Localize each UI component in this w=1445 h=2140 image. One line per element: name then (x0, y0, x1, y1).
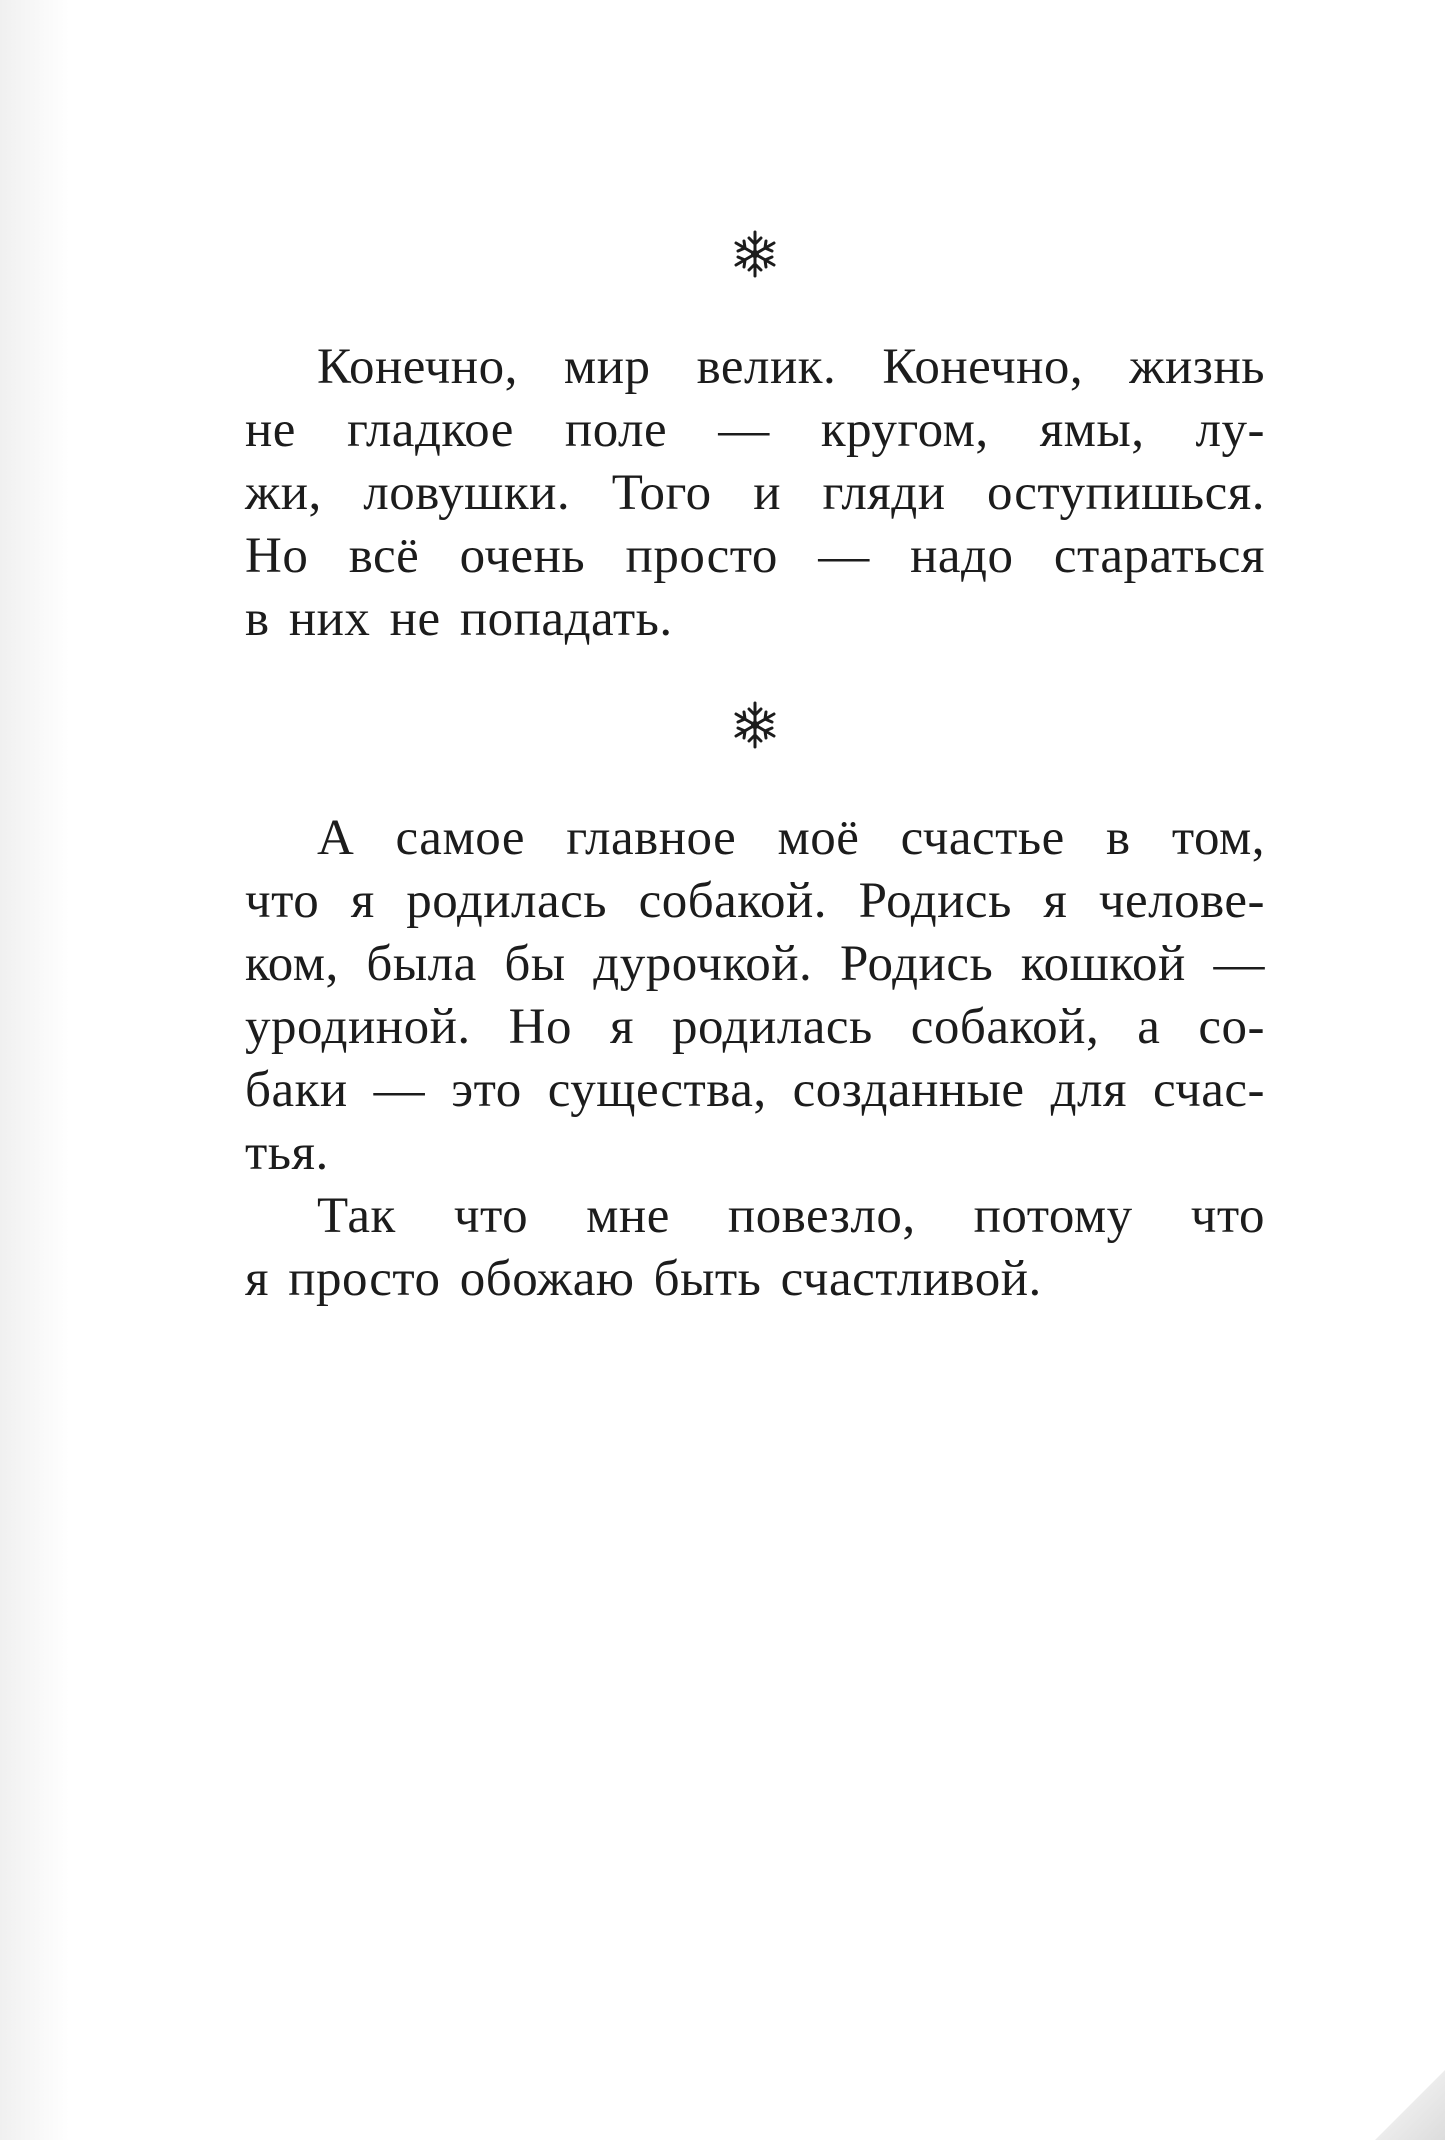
text-line: Так что мне повезло, потому что (317, 1188, 1265, 1244)
paragraph-2 (245, 807, 1265, 1185)
text-line: А самое главное моё счастье в том, (317, 810, 1265, 866)
section-divider (245, 699, 1265, 763)
page-curl-corner[interactable] (1375, 2070, 1445, 2140)
page-text-block (245, 228, 1265, 1311)
text-line: не гладкое поле — кругом, ямы, лу- (245, 402, 1265, 458)
text-line: тья. (245, 1125, 329, 1181)
text-line: уродиной. Но я родилась собакой, а со- (245, 999, 1265, 1055)
section-divider (245, 228, 1265, 292)
text-line: Но всё очень просто — надо стараться (245, 528, 1265, 584)
paragraph-1 (245, 336, 1265, 651)
text-line: в них не попадать. (245, 591, 673, 647)
text-line: Конечно, мир велик. Конечно, жизнь (317, 339, 1265, 395)
paragraph-3 (245, 1185, 1265, 1311)
snowflake-ornament-icon (729, 699, 781, 751)
text-line: жи, ловушки. Того и гляди оступишься. (245, 465, 1265, 521)
snowflake-ornament-icon (729, 228, 781, 280)
page-gutter-shadow (0, 0, 70, 2140)
text-line: что я родилась собакой. Родись я челове- (245, 873, 1265, 929)
text-line: ком, была бы дурочкой. Родись кошкой — (245, 936, 1265, 992)
text-line: баки — это существа, созданные для счас- (245, 1062, 1265, 1118)
text-line: я просто обожаю быть счастливой. (245, 1251, 1042, 1307)
